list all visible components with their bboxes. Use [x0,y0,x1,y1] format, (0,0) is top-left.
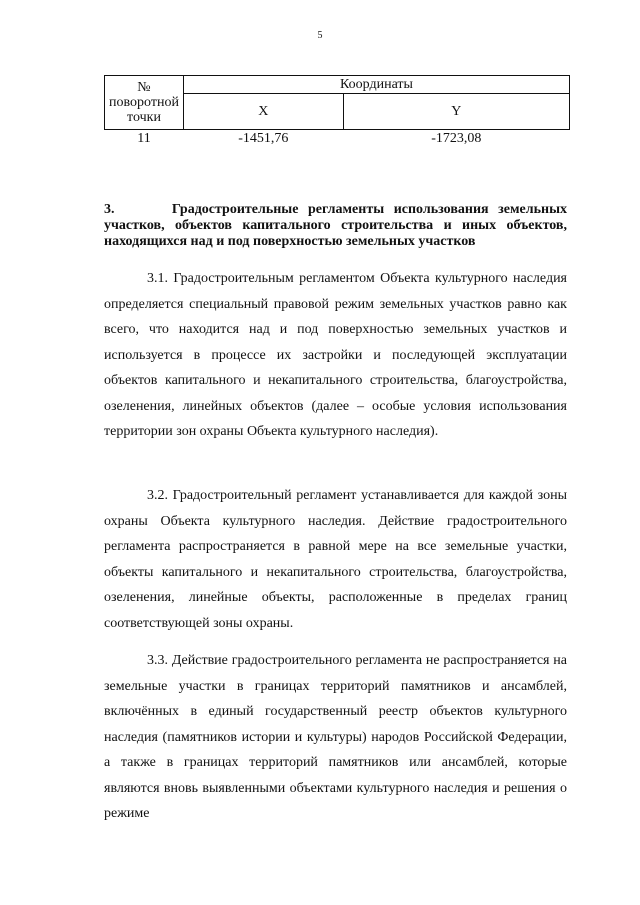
coordinates-header: Координаты [183,76,569,94]
coordinates-table [104,75,570,148]
x-cell: -1451,76 [238,131,289,146]
point-number-header-line: точки [127,110,161,125]
x-header: X [183,94,343,130]
section-heading: 3. Градостроительные регламенты использования земельных участков, объектов капитального строительства и иных объектов, находящихся над и под поверхностью земельных участков [104,202,567,249]
y-cell: -1723,08 [431,131,482,146]
point-number-header-line: № [137,80,151,95]
paragraph-3-3: 3.3. Действие градостроительного регламента не распространяется на земельные участки в границах территорий памятников и ансамблей, включённых в единый государственный реестр объектов культурного наследия (памятников истории и культуры) народов Российской Федерации, а также в границах территорий памятников или ансамблей, которые являются вновь выявленными объектами культурного наследия и решения о режиме [104,653,567,821]
point-number-header-line: поворотной [109,95,179,110]
paragraph-3-1: 3.1. Градостроительным регламентом Объекта культурного наследия определяется специальный правовой режим земельных участков равно как всего, что находится над и под поверхностью земельных участков и используется в процессе их застройки и последующей эксплуатации объектов капитального и некапитального строительства, благоустройства, озеленения, линейных объектов (далее – особые условия использования территории зон охраны Объекта культурного наследия). [104,271,567,439]
table-row [105,130,570,149]
point-number-header [105,76,184,130]
y-header: Y [343,94,569,130]
point-number-cell: 11 [137,131,151,146]
paragraph-3-2: 3.2. Градостроительный регламент устанавливается для каждой зоны охраны Объекта культурного наследия. Действие градостроительного регламента распространяется в равной мере на все земельные участки, объекты капитального и некапитального строительства, благоустройства, озеленения, линейные объекты, расположенные в пределах границ соответствующей зоны охраны. [104,488,567,631]
page-number: 5 [317,30,323,41]
